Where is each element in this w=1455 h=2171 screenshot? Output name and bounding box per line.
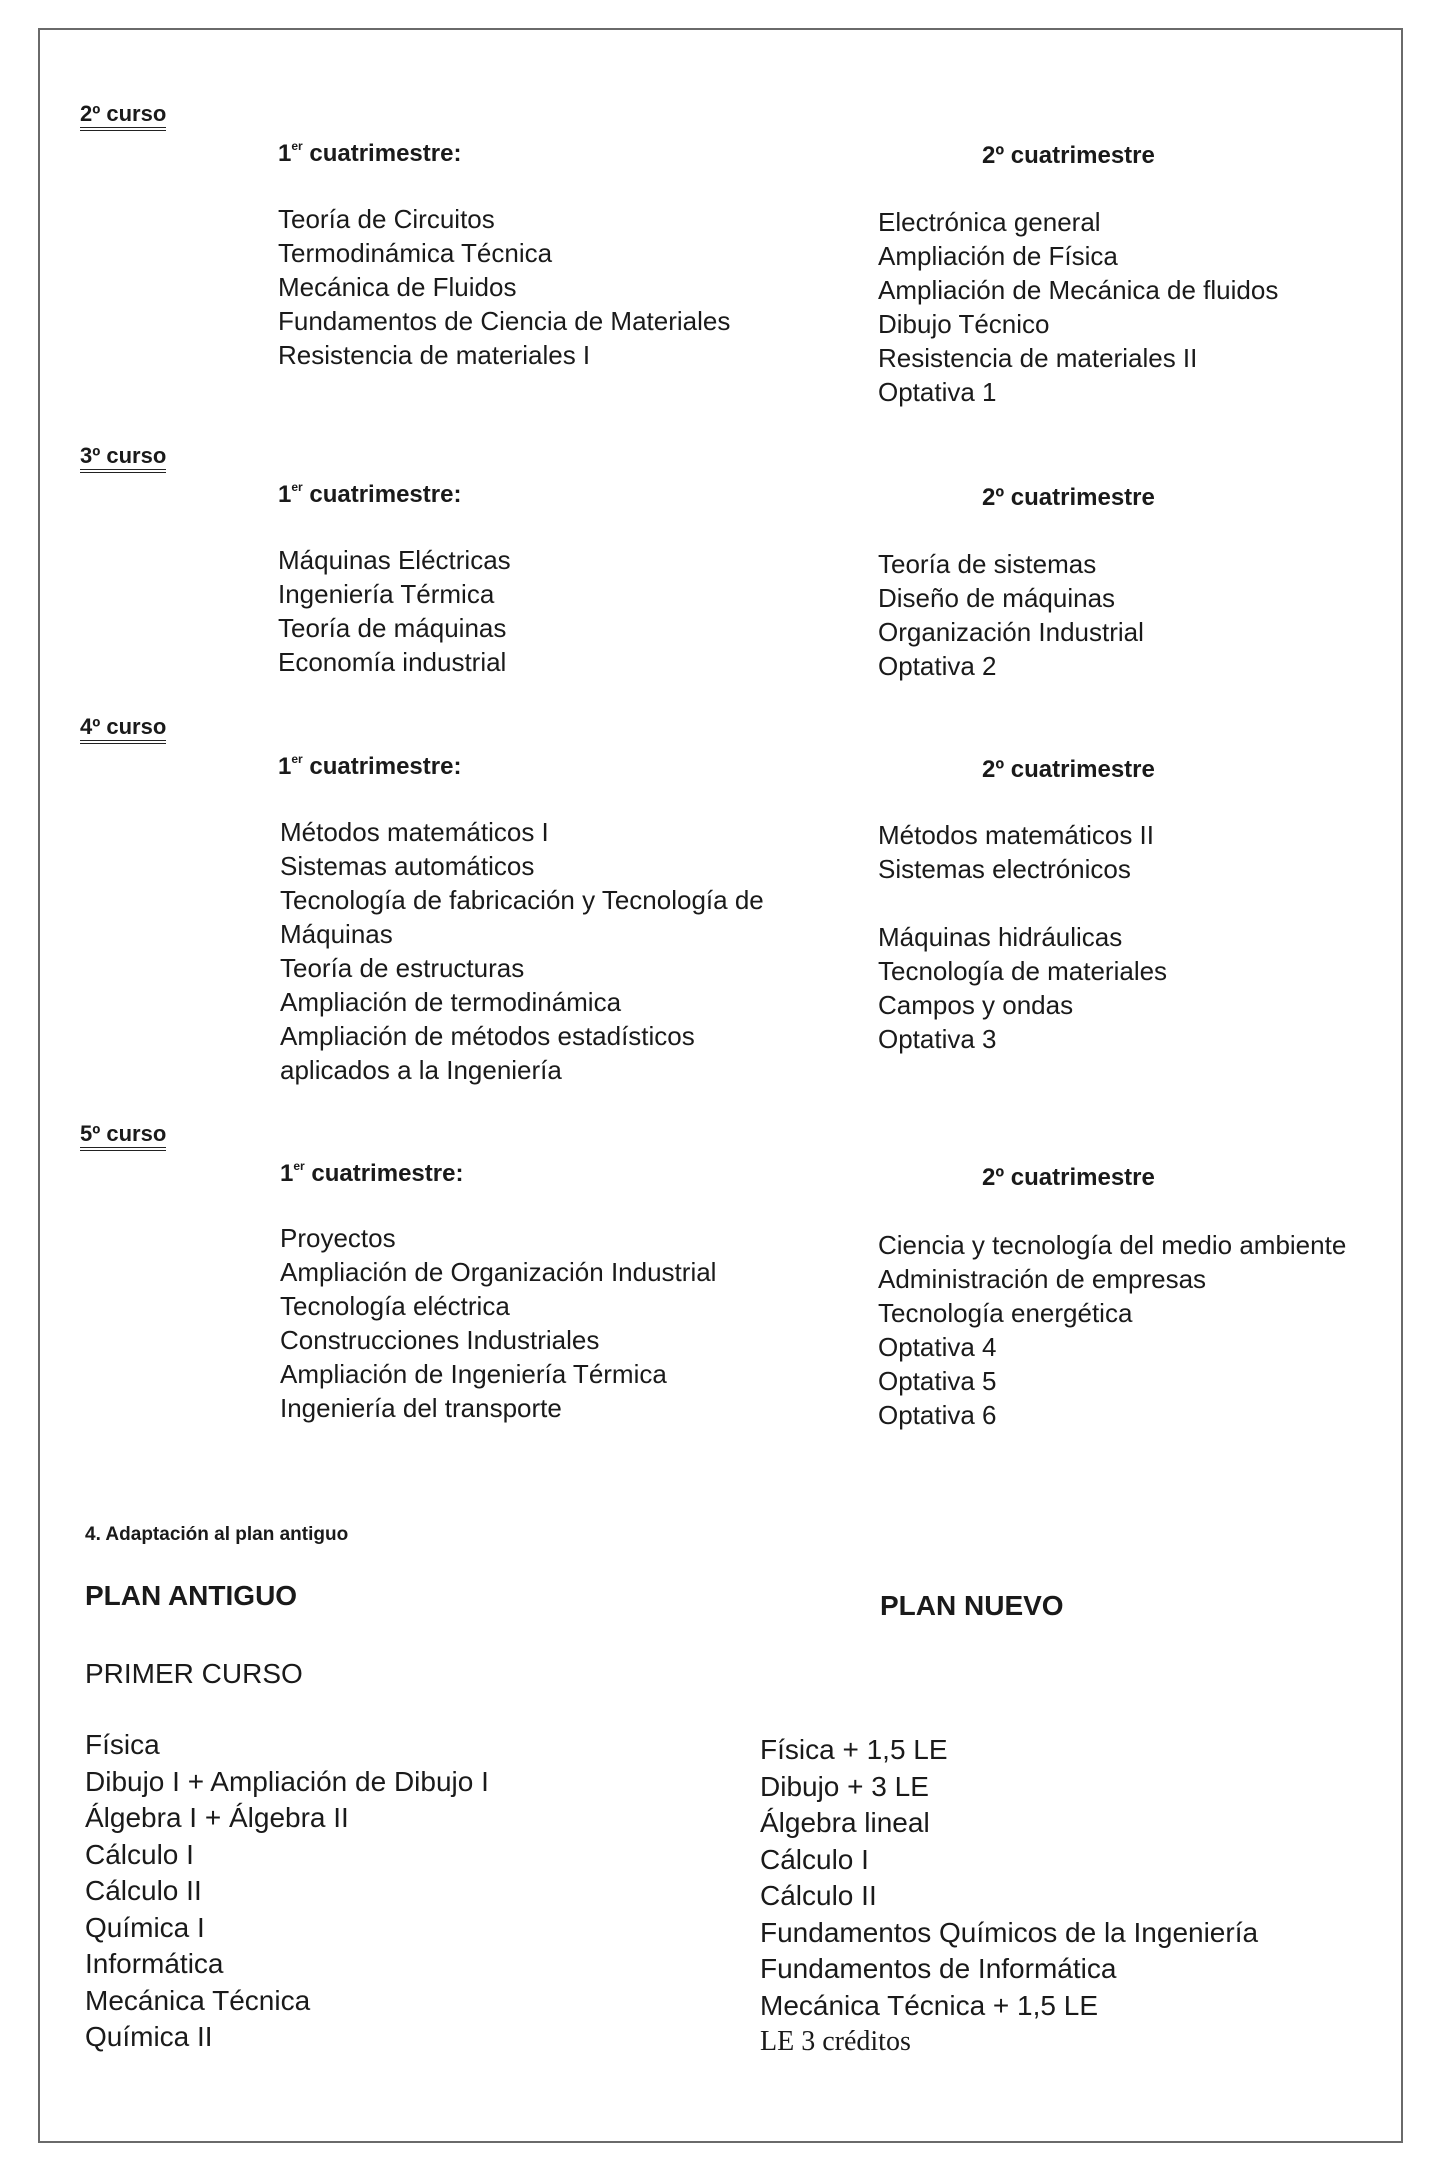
year-heading: 4º curso (80, 715, 166, 744)
subject: Campos y ondas (878, 990, 1074, 1020)
year-heading: 2º curso (80, 102, 166, 131)
subject: Ampliación de Ingeniería Térmica (280, 1359, 667, 1389)
old-subject: Álgebra I + Álgebra II (85, 1802, 349, 1833)
old-plan-heading: PLAN ANTIGUO (85, 1580, 298, 1611)
subject: Ampliación de Física (878, 241, 1118, 271)
spacer (878, 886, 1167, 920)
semester-1-heading: 1er cuatrimestre: (278, 139, 462, 167)
new-subject: Física + 1,5 LE (760, 1734, 948, 1765)
section-title: 4. Adaptación al plan antiguo (85, 1524, 349, 1545)
subject: Teoría de Circuitos (278, 204, 495, 234)
subject: Fundamentos de Ciencia de Materiales (278, 306, 731, 336)
old-subject: Química I (85, 1911, 205, 1943)
subject: Métodos matemáticos I (280, 817, 549, 847)
semester-2-subjects (878, 547, 1144, 683)
new-subject: Fundamentos Químicos de la Ingeniería (760, 1916, 1259, 1948)
semester-2-subjects (878, 1228, 1346, 1432)
old-subject: Informática (85, 1948, 224, 1979)
semester-1-subjects (280, 1221, 716, 1425)
new-subject: Mecánica Técnica + 1,5 LE (760, 1989, 1099, 2021)
subject: Máquinas Eléctricas (278, 545, 511, 575)
subject: Ingeniería del transporte (280, 1393, 562, 1423)
new-subject: Álgebra lineal (760, 1807, 930, 1838)
semester-1-subjects (280, 815, 840, 1087)
subject: Sistemas electrónicos (878, 854, 1131, 884)
semester-2-heading: 2º cuatrimestre (982, 484, 1155, 511)
subject: Optativa 2 (878, 651, 997, 681)
semester-1-subjects (278, 543, 511, 679)
subject: Optativa 6 (878, 1400, 997, 1430)
subject: Teoría de máquinas (278, 613, 507, 643)
year-heading: 3º curso (80, 444, 166, 473)
semester-2-subjects (878, 818, 1167, 1056)
subject: Optativa 1 (878, 377, 997, 407)
subject: Tecnología de fabricación y Tecnología de Máquinas (280, 885, 764, 949)
new-subject: Cálculo I (760, 1843, 869, 1875)
subject: Proyectos (280, 1223, 396, 1253)
old-subject: Química II (85, 2021, 213, 2052)
subject: Métodos matemáticos II (878, 820, 1154, 850)
subject: Tecnología eléctrica (280, 1291, 510, 1321)
semester-2-heading: 2º cuatrimestre (982, 1164, 1155, 1191)
subject: Optativa 4 (878, 1332, 997, 1362)
old-subject: Dibujo I + Ampliación de Dibujo I (85, 1765, 489, 1797)
old-subject: Cálculo II (85, 1875, 202, 1906)
subject: Diseño de máquinas (878, 583, 1116, 613)
subject: Mecánica de Fluidos (278, 272, 517, 302)
new-plan-subjects (760, 1732, 1258, 2061)
subject: Resistencia de materiales I (278, 340, 591, 370)
subject: Ampliación de termodinámica (280, 987, 622, 1017)
semester-1-heading: 1er cuatrimestre: (278, 480, 462, 508)
subject: Ingeniería Térmica (278, 579, 495, 609)
semester-1-heading: 1er cuatrimestre: (278, 752, 462, 780)
subject: Ciencia y tecnología del medio ambiente (878, 1230, 1347, 1260)
course-label: PRIMER CURSO (85, 1658, 303, 1689)
new-subject: Fundamentos de Informática (760, 1953, 1117, 1984)
subject: Termodinámica Técnica (278, 238, 553, 268)
old-plan-subjects (85, 1727, 489, 2056)
subject: Optativa 5 (878, 1366, 997, 1396)
subject: Administración de empresas (878, 1264, 1207, 1294)
subject: Tecnología energética (878, 1298, 1133, 1328)
subject: Máquinas hidráulicas (878, 922, 1123, 952)
subject: Construcciones Industriales (280, 1325, 600, 1355)
semester-2-heading: 2º cuatrimestre (982, 142, 1155, 169)
old-subject: Mecánica Técnica (85, 1984, 311, 2016)
new-plan-heading: PLAN NUEVO (880, 1590, 1064, 1621)
subject: Resistencia de materiales II (878, 343, 1198, 373)
semester-1-subjects (278, 202, 730, 372)
subject: Organización Industrial (878, 617, 1144, 647)
subject: Ampliación de métodos estadísticos aplicados a la Ingeniería (280, 1021, 695, 1085)
subject: Sistemas automáticos (280, 851, 535, 881)
new-subject: Dibujo + 3 LE (760, 1770, 929, 1802)
subject: Ampliación de Mecánica de fluidos (878, 275, 1279, 305)
semester-2-subjects (878, 205, 1278, 409)
year-heading: 5º curso (80, 1122, 166, 1151)
semester-1-heading: 1er cuatrimestre: (280, 1159, 464, 1187)
subject: Dibujo Técnico (878, 309, 1050, 339)
old-subject: Cálculo I (85, 1838, 194, 1870)
old-subject: Física (85, 1729, 160, 1760)
subject: Ampliación de Organización Industrial (280, 1257, 717, 1287)
new-subject: Cálculo II (760, 1880, 877, 1911)
subject: Teoría de sistemas (878, 549, 1097, 579)
subject: Economía industrial (278, 647, 507, 677)
new-subject: LE 3 créditos (760, 2026, 911, 2057)
subject: Tecnología de materiales (878, 956, 1168, 986)
semester-2-heading: 2º cuatrimestre (982, 756, 1155, 783)
subject: Optativa 3 (878, 1024, 997, 1054)
subject: Electrónica general (878, 207, 1101, 237)
subject: Teoría de estructuras (280, 953, 525, 983)
